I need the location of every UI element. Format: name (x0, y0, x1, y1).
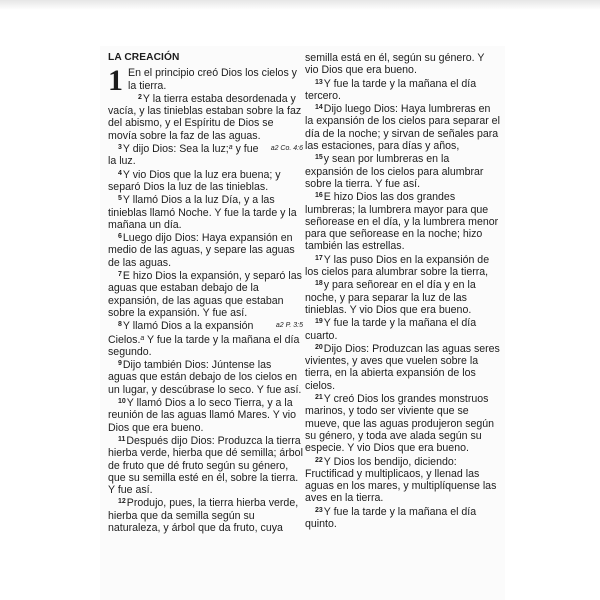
left-verse-list (108, 64, 303, 534)
verse-text: E hizo Dios las dos grandes lumbreras; la lumbrera mayor para que señorease en el día, y la lumbrera menor para que señorease en la noche; hizo también las estrellas. (305, 191, 499, 253)
cross-reference: a2 Co. 4:6 (270, 145, 303, 153)
verse-text: En el principio creó Dios los cielos y la tierra. (128, 67, 297, 92)
verse (108, 496, 303, 534)
verse (108, 396, 303, 434)
left-column (108, 52, 303, 534)
verse-text: Y la tierra estaba desordenada y vacía, y las tinieblas estaban sobre la faz del abismo, y el Espíritu de Dios se movía sobre la faz de las aguas. (108, 92, 302, 142)
verse (108, 434, 303, 496)
verse-number: 6 (118, 233, 122, 241)
verse (305, 253, 500, 279)
verse-number: 11 (118, 435, 126, 443)
verse (305, 505, 500, 531)
verse (305, 342, 500, 392)
verse-number: 5 (118, 195, 122, 203)
verse-number: 21 (315, 394, 323, 402)
verse (305, 392, 500, 454)
right-verse-list (305, 52, 500, 530)
verse-text: Y llamó Dios a la expansión Cielos. (108, 320, 254, 346)
verse (108, 358, 303, 396)
verse-text: Después dijo Dios: Produzca la tierra hierba verde, hierba que dé semilla; árbol de fruto que dé fruto según su género, que su semilla esté en él, sobre la tierra. Y fue así. (108, 434, 303, 497)
verse-text: Dijo luego Dios: Haya lumbreras en la expansión de los cielos para separar el día de la noche; y sirvan de señales para las estaciones, para días y años, (305, 103, 500, 153)
verse-number: 18 (315, 280, 323, 288)
verse-text: Y llamó Dios a lo seco Tierra, y a la reunión de las aguas llamó Mares. Y vio Dios que era bueno. (108, 397, 297, 434)
verse-number: 3 (118, 144, 122, 152)
verse-text: y para señorear en el día y en la noche, y para separar la luz de las tinieblas. Y vio Dios que era bueno. (305, 279, 476, 316)
verse-text: Luego dijo Dios: Haya expansión en medio de las aguas, y separe las aguas de las aguas. (108, 232, 295, 269)
verse-text: Y fue la tarde y la mañana el día quinto. (305, 505, 477, 530)
verse (108, 64, 303, 98)
verse-text: Y dijo Dios: Sea la luz; (122, 143, 229, 156)
verse-number: 2 (138, 93, 142, 101)
verse-number: 19 (315, 318, 323, 326)
verse (108, 319, 303, 358)
verse-text: Y las puso Dios en la expansión de los cielos para alumbrar sobre la tierra, (305, 253, 490, 279)
verse-text: Y fue la tarde y la mañana el día tercero. (305, 77, 477, 102)
verse-number: 4 (118, 169, 122, 177)
verse-text: Produjo, pues, la tierra hierba verde, hierba que da semilla según su naturaleza, y árbol que da fruto, cuya (108, 497, 299, 534)
verse-number: 22 (315, 456, 323, 464)
verse (108, 168, 303, 194)
verse (108, 92, 303, 142)
verse (108, 269, 303, 319)
verse-number: 10 (118, 398, 126, 406)
verse-number: 8 (118, 321, 122, 329)
verse-text: y sean por lumbreras en la expansión de los cielos para alumbrar sobre la tierra. Y fue así. (305, 153, 484, 190)
footnote-marker: a (140, 334, 145, 342)
verse-number: 16 (315, 192, 323, 200)
cross-reference: a2 P. 3:5 (275, 322, 303, 330)
verse-number: 23 (315, 506, 323, 514)
verse-text: Y llamó Dios a la luz Día, y a las tinieblas llamó Noche. Y fue la tarde y la mañana un día. (108, 194, 297, 231)
verse-text: Y vio Dios que la luz era buena; y separó Dios la luz de las tinieblas. (108, 168, 281, 193)
right-column (305, 52, 500, 530)
verse-text: y fue la luz. (108, 143, 259, 168)
verse-text: Dijo también Dios: Júntense las aguas que están debajo de los cielos en un lugar, y descúbrase lo seco. Y fue así. (108, 359, 302, 396)
verse-text: semilla está en él, según su género. Y vio Dios que era bueno. (305, 52, 485, 77)
verse-number: 17 (315, 254, 323, 262)
verse-number: 12 (118, 498, 126, 506)
verse-number: 15 (315, 154, 323, 162)
verse-number: 7 (118, 271, 122, 279)
verse-number: 9 (118, 360, 122, 368)
verse (108, 142, 303, 168)
chapter-number: 1 (108, 64, 123, 98)
verse (305, 102, 500, 152)
verse-number: 13 (315, 78, 323, 86)
verse (305, 455, 500, 505)
verse (305, 278, 500, 316)
section-heading: LA CREACIÓN (108, 52, 180, 63)
verse (305, 316, 500, 342)
verse (108, 231, 303, 269)
verse-text: E hizo Dios la expansión, y separó las aguas que estaban debajo de la expansión, de las aguas que estaban sobre la expansión. Y fue así. (108, 270, 302, 319)
verse (305, 152, 500, 190)
verse (305, 52, 500, 77)
verse-number: 20 (315, 343, 323, 351)
verse-text: Y fue la tarde y la mañana el día segundo. (108, 333, 300, 358)
verse (305, 190, 500, 252)
verse-text: Y fue la tarde y la mañana el día cuarto. (305, 317, 477, 342)
verse-number: 14 (315, 104, 323, 112)
verse (305, 77, 500, 103)
verse-text: Dijo Dios: Produzcan las aguas seres vivientes, y aves que vuelen sobre la tierra, en la abierta expansión de los cielos. (305, 342, 500, 392)
verse-text: Y Dios los bendijo, diciendo: Fructificad y multiplicaos, y llenad las aguas en los mares, y multiplíquense las aves en la tierra. (305, 455, 497, 505)
footnote-marker: a (228, 144, 233, 152)
page-top-edge (0, 0, 600, 10)
verse-text: Y creó Dios los grandes monstruos marinos, y todo ser viviente que se mueve, que las aguas produjeron según su género, y toda ave alada según su especie. Y vio Dios que era bueno. (305, 393, 495, 455)
verse (108, 193, 303, 231)
